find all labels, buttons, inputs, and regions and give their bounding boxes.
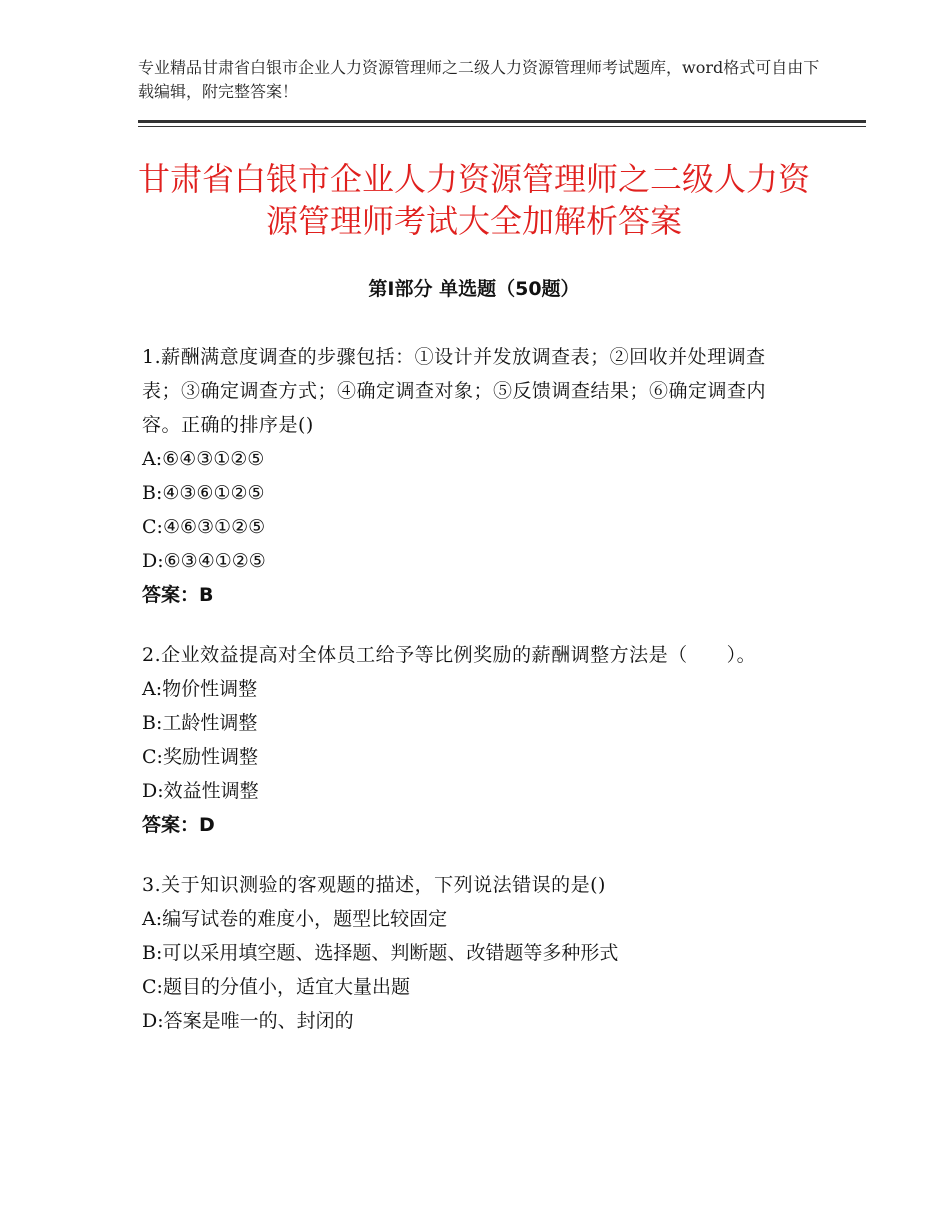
option-a: A:物价性调整 [142,678,258,700]
option-d: D:答案是唯一的、封闭的 [142,1010,354,1032]
page-title: 甘肃省白银市企业人力资源管理师之二级人力资源管理师考试大全加解析答案 [138,160,811,240]
option-b: B:可以采用填空题、选择题、判断题、改错题等多种形式 [142,942,619,964]
question-stem: 2.企业效益提高对全体员工给予等比例奖励的薪酬调整方法是（ ）。 [142,644,757,666]
section-heading: 第Ⅰ部分 单选题（50题） [368,278,580,300]
question-item [142,638,802,842]
option-d: D:⑥③④①②⑤ [142,550,266,572]
option-b: B:④③⑥①②⑤ [142,482,265,504]
option-b: B:工龄性调整 [142,712,258,734]
question-stem: 1.薪酬满意度调查的步骤包括：①设计并发放调查表；②回收并处理调查表；③确定调查方式；④确定调查对象；⑤反馈调查结果；⑥确定调查内容。正确的排序是() [142,346,767,436]
answer-line: 答案：B [142,584,214,606]
option-c: C:奖励性调整 [142,746,258,768]
question-item [142,340,802,612]
option-a: A:⑥④③①②⑤ [142,448,265,470]
question-item [142,868,802,1038]
question-stem: 3.关于知识测验的客观题的描述，下列说法错误的是() [142,874,606,896]
answer-line: 答案：D [142,814,215,836]
header-rule-thin [138,126,866,127]
question-list [142,340,802,1064]
header-note: 专业精品甘肃省白银市企业人力资源管理师之二级人力资源管理师考试题库，word格式可自由下载编辑，附完整答案！ [138,58,820,101]
option-c: C:④⑥③①②⑤ [142,516,266,538]
option-c: C:题目的分值小，适宜大量出题 [142,976,410,998]
option-d: D:效益性调整 [142,780,259,802]
option-a: A:编写试卷的难度小，题型比较固定 [142,908,448,930]
header-rule-thick [138,120,866,123]
